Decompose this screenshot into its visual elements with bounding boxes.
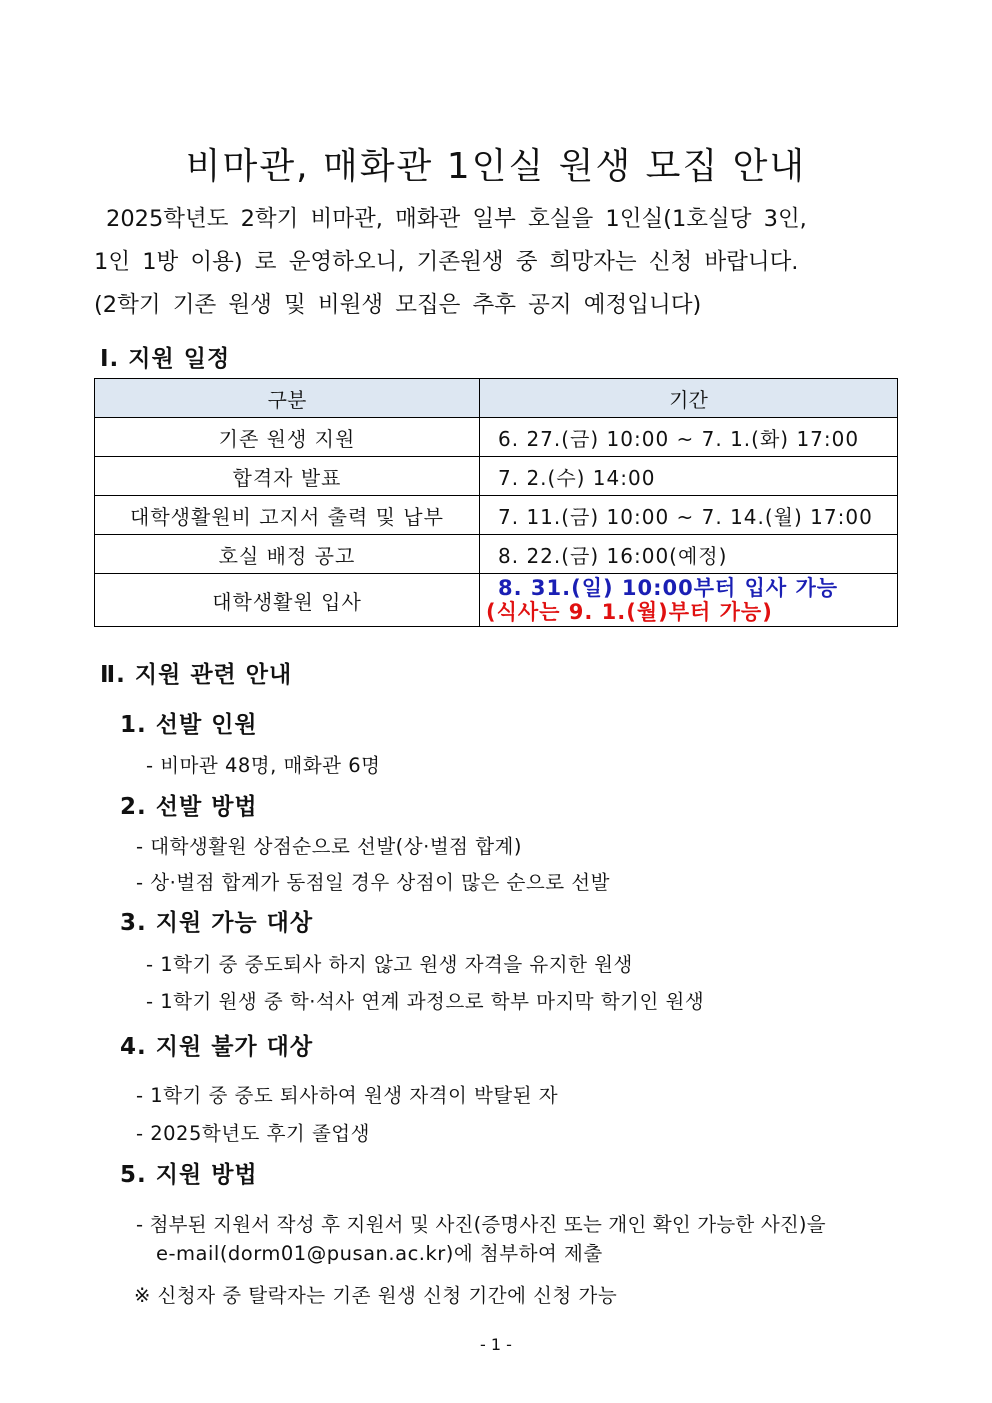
- header-period: 기간: [480, 379, 898, 418]
- row-period-cell: [480, 574, 898, 627]
- page-title: 비마관, 매화관 1인실 원생 모집 안내: [185, 146, 807, 187]
- move-in-period: 8. 31.(일) 10:00부터 입사 가능: [498, 576, 839, 600]
- row-label: 호실 배정 공고: [95, 535, 480, 574]
- row-label: 대학생활원 입사: [95, 574, 480, 627]
- row-label: 합격자 발표: [95, 457, 480, 496]
- table-row: [95, 457, 898, 496]
- subsection-4-heading: 4. 지원 불가 대상: [120, 1034, 314, 1060]
- page-number: - 1 -: [480, 1335, 512, 1354]
- schedule-table: [94, 378, 898, 627]
- list-item: - 비마관 48명, 매화관 6명: [146, 754, 381, 777]
- list-item: - 1학기 원생 중 학·석사 연계 과정으로 학부 마지막 학기인 원생: [146, 990, 705, 1013]
- table-row: [95, 535, 898, 574]
- intro-line-2: 1인 1방 이용) 로 운영하오니, 기존원생 중 희망자는 신청 바랍니다.: [94, 249, 799, 275]
- row-label: 기존 원생 지원: [95, 418, 480, 457]
- intro-paragraph: [94, 198, 899, 327]
- subsection-1-heading: 1. 선발 인원: [120, 712, 258, 738]
- subsection-2-heading: 2. 선발 방법: [120, 794, 258, 820]
- list-item: - 1학기 중 중도 퇴사하여 원생 자격이 박탈된 자: [136, 1084, 559, 1107]
- table-row: [95, 574, 898, 627]
- intro-line-1: 2025학년도 2학기 비마관, 매화관 일부 호실을 1인실(1호실당 3인,: [106, 206, 807, 232]
- subsection-3-heading: 3. 지원 가능 대상: [120, 910, 314, 936]
- list-item: - 2025학년도 후기 졸업생: [136, 1122, 370, 1145]
- list-item: - 대학생활원 상점순으로 선발(상·벌점 합계): [136, 835, 522, 858]
- header-category: 구분: [95, 379, 480, 418]
- list-item-continuation: e-mail(dorm01@pusan.ac.kr)에 첨부하여 제출: [156, 1242, 603, 1265]
- row-period: 6. 27.(금) 10:00 ~ 7. 1.(화) 17:00: [480, 418, 898, 457]
- list-item: - 첨부된 지원서 작성 후 지원서 및 사진(증명사진 또는 개인 확인 가능한 사진)을: [136, 1213, 826, 1236]
- subsection-5-heading: 5. 지원 방법: [120, 1162, 258, 1188]
- row-period: 8. 22.(금) 16:00(예정): [480, 535, 898, 574]
- intro-line-3: (2학기 기존 원생 및 비원생 모집은 추후 공지 예정입니다): [94, 292, 702, 318]
- meal-note: (식사는 9. 1.(월)부터 가능): [486, 600, 773, 624]
- row-period: 7. 2.(수) 14:00: [480, 457, 898, 496]
- section-2-heading: Ⅱ. 지원 관련 안내: [100, 662, 293, 688]
- row-label: 대학생활원비 고지서 출력 및 납부: [95, 496, 480, 535]
- table-header-row: [95, 379, 898, 418]
- list-item: - 1학기 중 중도퇴사 하지 않고 원생 자격을 유지한 원생: [146, 953, 633, 976]
- section-1-heading: Ⅰ. 지원 일정: [100, 346, 231, 372]
- table-row: [95, 418, 898, 457]
- list-item: - 상·벌점 합계가 동점일 경우 상점이 많은 순으로 선발: [136, 871, 610, 894]
- table-row: [95, 496, 898, 535]
- row-period: 7. 11.(금) 10:00 ~ 7. 14.(월) 17:00: [480, 496, 898, 535]
- notice-text: ※ 신청자 중 탈락자는 기존 원생 신청 기간에 신청 가능: [134, 1284, 618, 1307]
